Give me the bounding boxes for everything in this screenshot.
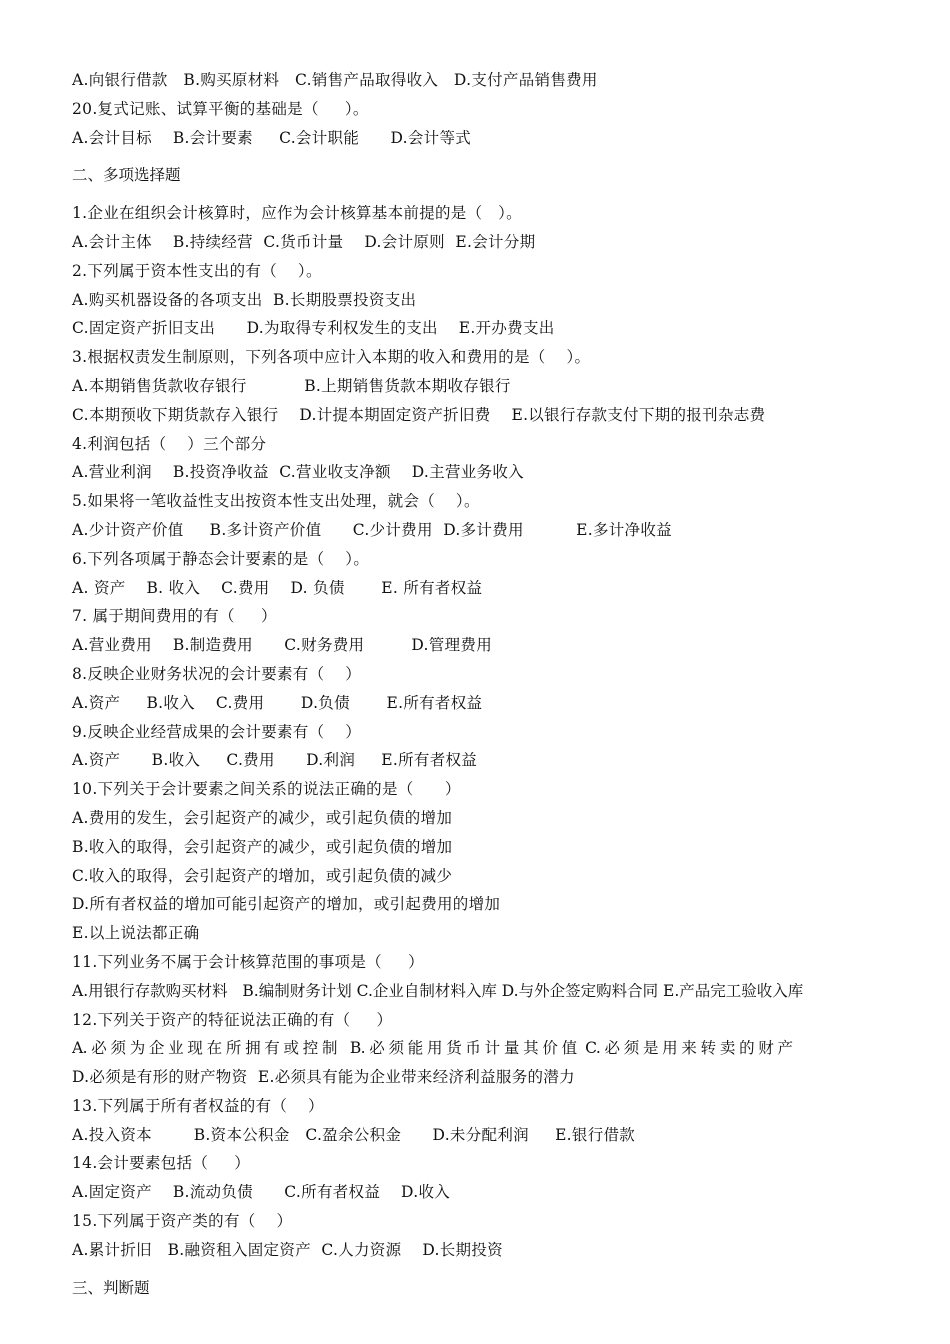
mq6-question: 6.下列各项属于静态会计要素的是（ ）。 — [72, 549, 370, 568]
mq4-question: 4.利润包括（ ）三个部分 — [72, 434, 267, 453]
mq11-question: 11.下列业务不属于会计核算范围的事项是（ ） — [72, 952, 424, 971]
mq2-options-2: C.固定资产折旧支出 D.为取得专利权发生的支出 E.开办费支出 — [72, 319, 555, 338]
mq10-question: 10.下列关于会计要素之间关系的说法正确的是（ ） — [72, 780, 461, 799]
q20-options: A.会计目标 B.会计要素 C.会计职能 D.会计等式 — [72, 128, 472, 147]
section-heading-true-false: 三、判断题 — [72, 1278, 150, 1297]
mq10-option-d: D.所有者权益的增加可能引起资产的增加，或引起费用的增加 — [72, 895, 501, 914]
mq13-question: 13.下列属于所有者权益的有（ ） — [72, 1096, 324, 1115]
mq1-options: A.会计主体 B.持续经营 C.货币计量 D.会计原则 E.会计分期 — [72, 232, 536, 251]
mq4-options: A.营业利润 B.投资净收益 C.营业收支净额 D.主营业务收入 — [72, 463, 524, 482]
mq6-options: A. 资产 B. 收入 C.费用 D. 负债 E. 所有者权益 — [72, 578, 483, 597]
mq13-options: A.投入资本 B.资本公积金 C.盈余公积金 D.未分配利润 E.银行借款 — [72, 1125, 636, 1144]
document-page — [72, 66, 902, 1302]
mq14-options: A.固定资产 B.流动负债 C.所有者权益 D.收入 — [72, 1183, 451, 1202]
q20-question: 20.复式记账、试算平衡的基础是（ ）。 — [72, 99, 369, 118]
mq9-options: A.资产 B.收入 C.费用 D.利润 E.所有者权益 — [72, 751, 478, 770]
mq3-question: 3.根据权责发生制原则，下列各项中应计入本期的收入和费用的是（ ）。 — [72, 348, 591, 367]
mq5-question: 5.如果将一笔收益性支出按资本性支出处理，就会（ ）。 — [72, 492, 480, 511]
mq7-options: A.营业费用 B.制造费用 C.财务费用 D.管理费用 — [72, 636, 492, 655]
mq8-question: 8.反映企业财务状况的会计要素有（ ） — [72, 664, 362, 683]
mq2-question: 2.下列属于资本性支出的有（ ）。 — [72, 261, 322, 280]
mq12-options-1: A. 必 须 为 企 业 现 在 所 拥 有 或 控 制 B. 必 须 能 用 货 币 计 量 其 价 值 C. 必 须 是 用 来 转 卖 的 财 产 — [72, 1039, 793, 1058]
mq3-options-2: C.本期预收下期货款存入银行 D.计提本期固定资产折旧费 E.以银行存款支付下期的报刊杂志费 — [72, 405, 766, 424]
mq8-options: A.资产 B.收入 C.费用 D.负债 E.所有者权益 — [72, 693, 483, 712]
section-heading-multiple-choice: 二、多项选择题 — [72, 166, 181, 185]
mq10-option-b: B.收入的取得，会引起资产的减少，或引起负债的增加 — [72, 837, 453, 856]
mq12-question: 12.下列关于资产的特征说法正确的有（ ） — [72, 1010, 393, 1029]
mq2-options-1: A.购买机器设备的各项支出 B.长期股票投资支出 — [72, 290, 417, 309]
mq9-question: 9.反映企业经营成果的会计要素有（ ） — [72, 722, 362, 741]
mq5-options: A.少计资产价值 B.多计资产价值 C.少计费用 D.多计费用 E.多计净收益 — [72, 520, 672, 539]
mq11-options: A.用银行存款购买材料 B.编制财务计划 C.企业自制材料入库 D.与外企签定购料合同 E.产品完工验收入库 — [72, 981, 804, 1000]
mq15-question: 15.下列属于资产类的有（ ） — [72, 1212, 293, 1231]
q19-options: A.向银行借款 B.购买原材料 C.销售产品取得收入 D.支付产品销售费用 — [72, 71, 598, 89]
mq3-options-1: A.本期销售货款收存银行 B.上期销售货款本期收存银行 — [72, 376, 511, 395]
mq10-option-a: A.费用的发生，会引起资产的减少，或引起负债的增加 — [72, 808, 453, 827]
mq7-question: 7. 属于期间费用的有（ ） — [72, 607, 277, 626]
mq1-question: 1.企业在组织会计核算时，应作为会计核算基本前提的是（ ）。 — [72, 204, 522, 223]
mq12-options-2: D.必须是有形的财产物资 E.必须具有能为企业带来经济利益服务的潜力 — [72, 1068, 575, 1087]
mq10-option-e: E.以上说法都正确 — [72, 924, 200, 943]
mq14-question: 14.会计要素包括（ ） — [72, 1154, 251, 1173]
mq15-options: A.累计折旧 B.融资租入固定资产 C.人力资源 D.长期投资 — [72, 1240, 503, 1259]
mq10-option-c: C.收入的取得，会引起资产的增加，或引起负债的减少 — [72, 866, 453, 885]
